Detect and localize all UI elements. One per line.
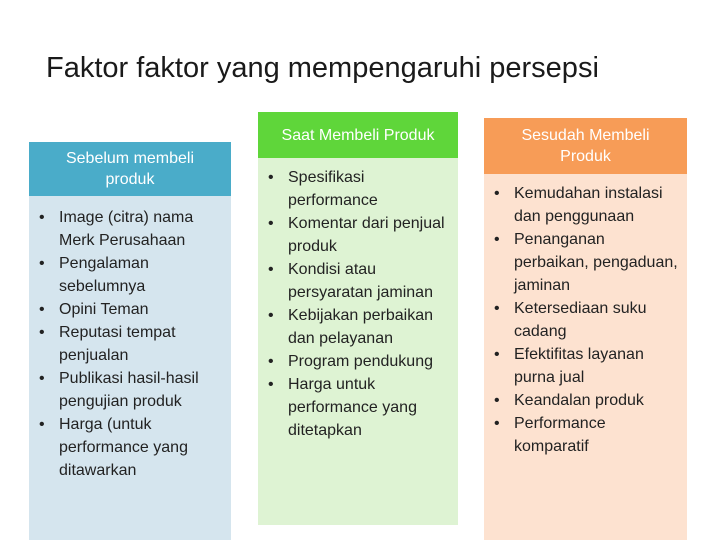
list-item: • Publikasi hasil-hasil pengujian produk (35, 367, 225, 413)
list-item: • Reputasi tempat penjualan (35, 321, 225, 367)
column-during-purchase (258, 112, 458, 525)
list-item: • Komentar dari penjual produk (264, 212, 452, 258)
slide-title: Faktor faktor yang mempengaruhi persepsi (46, 52, 599, 84)
column-before-purchase (29, 142, 231, 540)
column-after-purchase (484, 118, 687, 540)
factor-list (35, 206, 225, 482)
list-item: • Kondisi atau persyaratan jaminan (264, 258, 452, 304)
list-item: • Kemudahan instalasi dan penggunaan (490, 182, 681, 228)
column-header: Sebelum membeli produk (29, 142, 231, 196)
list-item: • Harga untuk performance yang ditetapkan (264, 373, 452, 442)
list-item: • Image (citra) nama Merk Perusahaan (35, 206, 225, 252)
list-item: • Pengalaman sebelumnya (35, 252, 225, 298)
list-item: • Kebijakan perbaikan dan pelayanan (264, 304, 452, 350)
list-item: • Performance komparatif (490, 412, 681, 458)
column-body (258, 158, 458, 525)
list-item: • Penanganan perbaikan, pengaduan, jaminan (490, 228, 681, 297)
column-body (29, 196, 231, 540)
list-item: • Harga (untuk performance yang ditawarkan (35, 413, 225, 482)
factor-list (490, 182, 681, 458)
list-item: • Ketersediaan suku cadang (490, 297, 681, 343)
column-header: Sesudah Membeli Produk (484, 118, 687, 174)
list-item: • Spesifikasi performance (264, 166, 452, 212)
list-item: • Opini Teman (35, 298, 225, 321)
column-header: Saat Membeli Produk (258, 112, 458, 158)
list-item: • Program pendukung (264, 350, 452, 373)
column-body (484, 174, 687, 540)
list-item: • Keandalan produk (490, 389, 681, 412)
list-item: • Efektifitas layanan purna jual (490, 343, 681, 389)
factor-list (264, 166, 452, 442)
